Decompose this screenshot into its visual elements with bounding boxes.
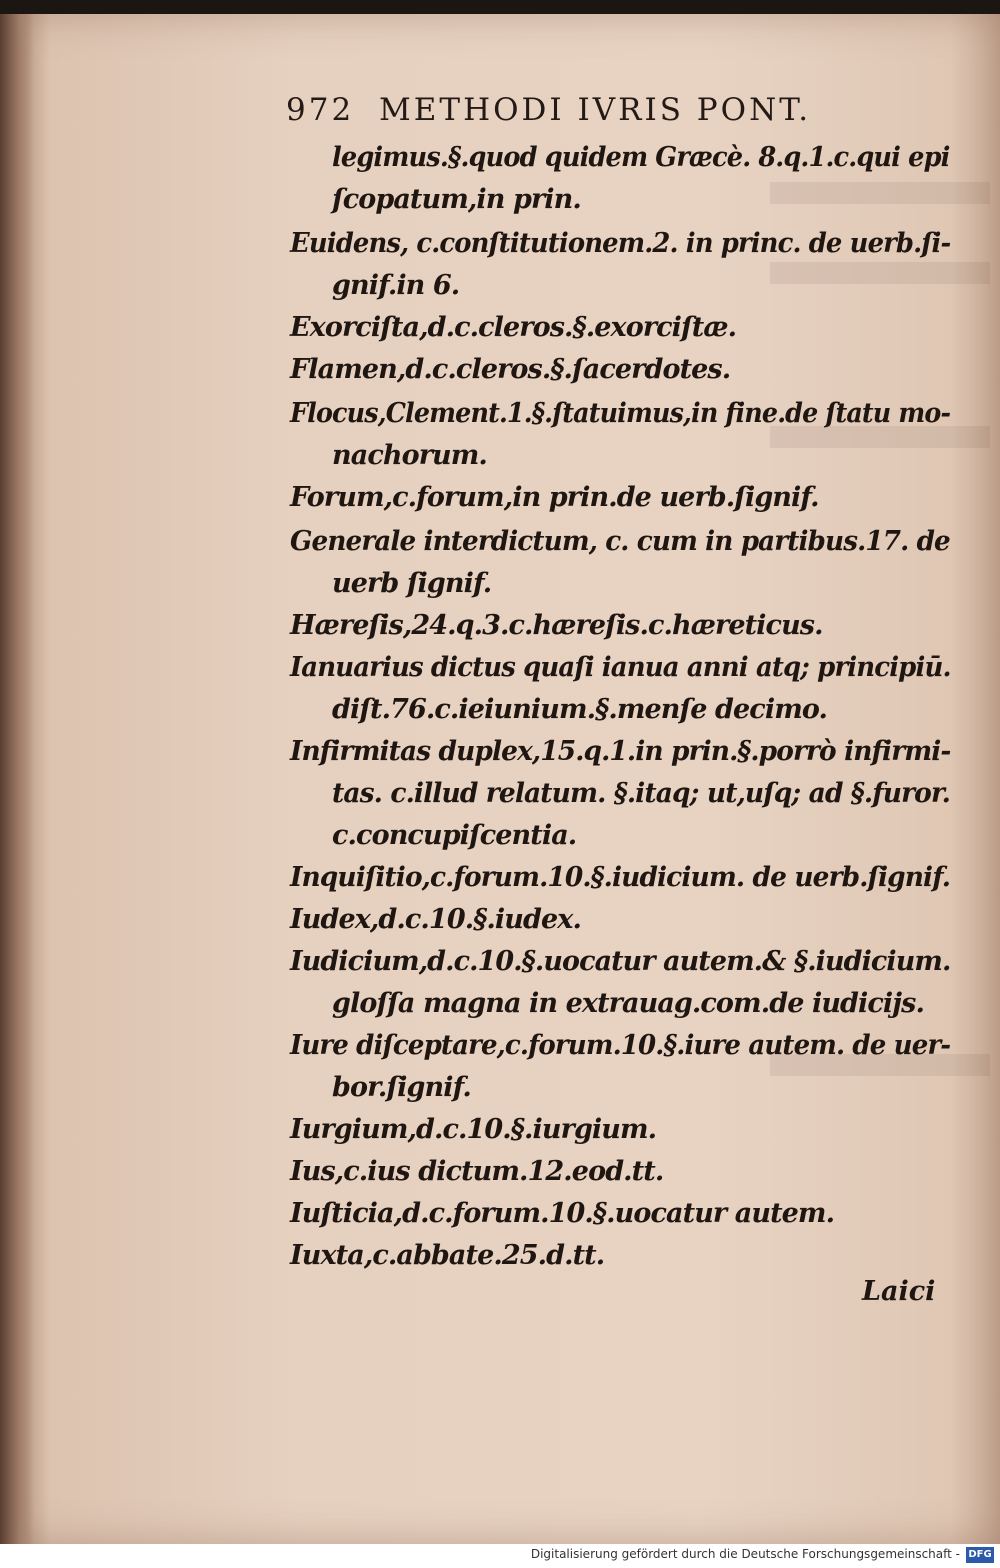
bleed-through bbox=[770, 426, 990, 448]
entry-line: bor.ſignif. bbox=[332, 1072, 471, 1103]
running-header bbox=[286, 92, 886, 136]
entry-line: Flocus,Clement.1.§.ſtatuimus,in fine.de ſtatu mo- bbox=[290, 398, 951, 429]
entry-line: ſcopatum,in prin. bbox=[332, 184, 581, 215]
entry-line: uerb ſignif. bbox=[332, 568, 492, 599]
entry-line: legimus.§.quod quidem Græcè. 8.q.1.c.qui epi bbox=[332, 142, 950, 173]
book-page bbox=[0, 14, 1000, 1544]
entry-line: Ianuarius dictus quaſi ianua anni atq; principiū. bbox=[290, 652, 951, 683]
entry-line: c.concupiſcentia. bbox=[332, 820, 577, 851]
bleed-through bbox=[770, 182, 990, 204]
dfg-logo: DFG bbox=[966, 1547, 994, 1563]
entry-line: gnif.in 6. bbox=[332, 270, 460, 301]
entry-line: Iurgium,d.c.10.§.iurgium. bbox=[290, 1114, 657, 1145]
entry-line: nachorum. bbox=[332, 440, 487, 471]
entry-line: gloſſa magna in extrauag.com.de iudicijs. bbox=[332, 988, 924, 1019]
book-spine-shadow bbox=[0, 14, 34, 1544]
entry-line: tas. c.illud relatum. §.itaq; ut,uſq; ad §.furor. bbox=[332, 778, 950, 809]
entry-line: Iuſticia,d.c.forum.10.§.uocatur autem. bbox=[290, 1198, 835, 1229]
entry-line: Ius,c.ius dictum.12.eod.tt. bbox=[290, 1156, 664, 1187]
entry-line: Forum,c.forum,in prin.de uerb.ſignif. bbox=[290, 482, 819, 513]
entry-line: Infirmitas duplex,15.q.1.in prin.§.porrò infirmi- bbox=[290, 736, 951, 767]
page-number: 972 bbox=[286, 92, 355, 128]
entry-line: Iuxta,c.abbate.25.d.tt. bbox=[290, 1240, 605, 1271]
entry-line: Flamen,d.c.cleros.§.ſacerdotes. bbox=[290, 354, 731, 385]
entry-line: Hæreſis,24.q.3.c.hæreſis.c.hæreticus. bbox=[290, 610, 823, 641]
bleed-through bbox=[770, 262, 990, 284]
entry-line: Iudicium,d.c.10.§.uocatur autem.& §.iudicium. bbox=[290, 946, 951, 977]
entry-line: Iure diſceptare,c.forum.10.§.iure autem. de uer- bbox=[290, 1030, 951, 1061]
funding-credit: Digitalisierung gefördert durch die Deutsche Forschungsgemeinschaft - bbox=[530, 1547, 960, 1561]
digitization-footer bbox=[0, 1544, 1000, 1568]
entry-line: Euidens, c.conſtitutionem.2. in princ. de uerb.ſi- bbox=[290, 228, 951, 259]
catchword: Laici bbox=[862, 1276, 936, 1307]
entry-line: Iudex,d.c.10.§.iudex. bbox=[290, 904, 581, 935]
entry-line: diſt.76.c.ieiunium.§.menſe decimo. bbox=[332, 694, 827, 725]
running-title: METHODI IVRIS PONT. bbox=[379, 92, 812, 128]
entry-line: Generale interdictum, c. cum in partibus.17. de bbox=[290, 526, 950, 557]
entry-line: Inquiſitio,c.forum.10.§.iudicium. de uerb.ſignif. bbox=[290, 862, 951, 893]
entry-line: Exorciſta,d.c.cleros.§.exorciſtæ. bbox=[290, 312, 737, 343]
